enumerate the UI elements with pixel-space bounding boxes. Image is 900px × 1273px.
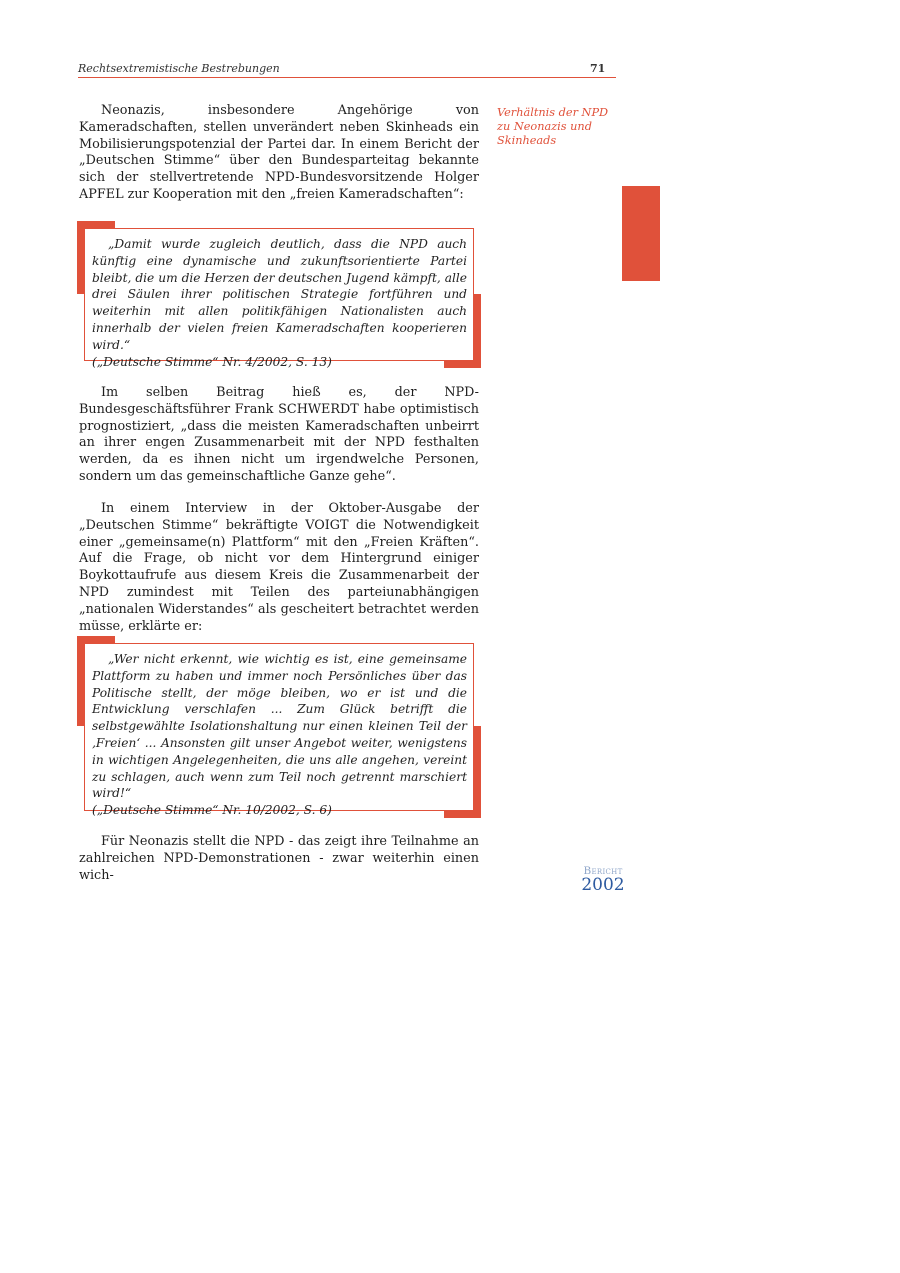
quote-box bbox=[84, 228, 474, 369]
paragraph-text: Neonazis, insbesondere Angehörige von Kameradschaften, stellen unverändert neben Skinheads ein Mobilisierungspotenzial der Partei dar. In einem Bericht der „Deutschen Stimme“ über den Bundesparteitag bekannte sich der stellvertretende NPD-Bundesvorsitzende Holger APFEL zur Kooperation mit den „freien Kameradschaften“: bbox=[79, 103, 479, 202]
quote-source: („Deutsche Stimme“ Nr. 10/2002, S. 6) bbox=[92, 803, 332, 818]
report-logo-word: Bericht bbox=[583, 865, 623, 877]
paragraph bbox=[79, 501, 479, 635]
report-logo-year: 2002 bbox=[581, 875, 625, 895]
page-number: 71 bbox=[590, 62, 606, 75]
paragraph bbox=[79, 834, 479, 884]
paragraph-text: Im selben Beitrag hieß es, der NPD-Bundesgeschäftsführer Frank SCHWERDT habe optimistisch prognostiziert, „dass die meisten Kameradschaften unbeirrt an ihrer engen Zusammenarbeit mit der NPD festhalten werden, da es ihnen nicht um irgendwelche Personen, sondern um das gemeinschaftliche Ganze gehe“. bbox=[79, 385, 479, 484]
quote-text: „Wer nicht erkennt, wie wichtig es ist, eine gemeinsame Plattform zu haben und immer noch Persönliches über das Politische stellt, der möge bleiben, wo er ist und die Entwicklung verschlafen ... Zum Glück betrifft die selbstgewählte Isolationshaltung nur einen kleinen Teil der ‚Freien‘ ... Ansonsten gilt unser Angebot weiter, wenigstens in wichtigen Angelegenheiten, die uns alle angehen, vereint zu schlagen, auch wenn zum Teil noch getrennt marschiert wird!“ bbox=[92, 652, 467, 801]
header-rule bbox=[78, 77, 616, 78]
margin-note-line: zu Neonazis und bbox=[497, 120, 592, 133]
running-header: Rechtsextremistische Bestrebungen bbox=[78, 62, 280, 75]
margin-note-line: Verhältnis der NPD bbox=[497, 106, 609, 119]
paragraph-text: Für Neonazis stellt die NPD - das zeigt ihre Teilnahme an zahlreichen NPD-Demonstrationen - zwar weiterhin einen wich- bbox=[79, 834, 479, 883]
report-logo bbox=[578, 866, 628, 894]
paragraph bbox=[79, 103, 479, 204]
quote-box bbox=[84, 643, 474, 818]
quote-source: („Deutsche Stimme“ Nr. 4/2002, S. 13) bbox=[92, 354, 332, 369]
paragraph-text: In einem Interview in der Oktober-Ausgabe der „Deutschen Stimme“ bekräftigte VOIGT die Notwendigkeit einer „gemeinsame(n) Plattform“ mit den „Freien Kräften“. Auf die Frage, ob nicht vor dem Hintergrund einiger Boykottaufrufe aus diesem Kreis die Zusammenarbeit der NPD zumindest mit Teilen des parteiunabhängigen „nationalen Widerstandes“ als gescheitert betrachtet werden müsse, erklärte er: bbox=[79, 501, 479, 634]
margin-note bbox=[497, 106, 612, 148]
section-side-tab bbox=[622, 186, 660, 281]
quote-text: „Damit wurde zugleich deutlich, dass die NPD auch künftig eine dynamische und zukunftsorientierte Partei bleibt, die um die Herzen der deutschen Jugend kämpft, alle drei Säulen ihrer politischen Strategie fortführen und weiterhin mit allen politikfähigen Nationalisten auch innerhalb der vielen freien Kameradschaften kooperieren wird.“ bbox=[92, 237, 467, 352]
margin-note-line: Skinheads bbox=[497, 134, 557, 147]
paragraph bbox=[79, 385, 479, 486]
